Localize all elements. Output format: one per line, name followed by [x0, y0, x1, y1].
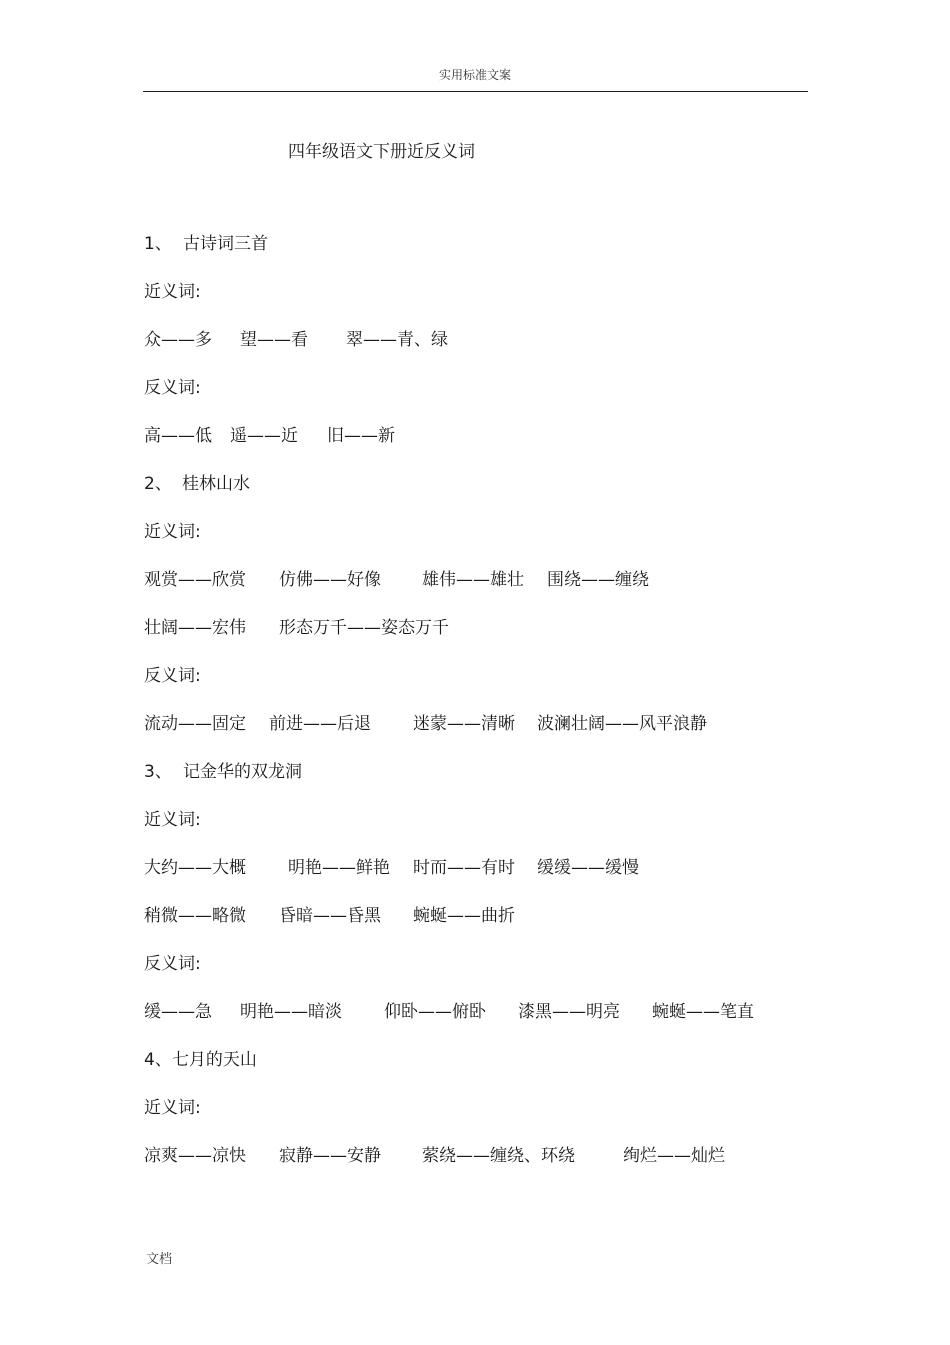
word-pair: 大约——大概: [144, 858, 246, 878]
word-pair: 翠——青、绿: [346, 330, 448, 350]
word-pair: 仿佛——好像: [279, 570, 381, 590]
label-text: 反义词:: [144, 954, 201, 974]
word-pair: 观赏——欣赏: [144, 570, 246, 590]
word-pair: 凉爽——凉快: [144, 1146, 246, 1166]
word-pair: 形态万千——姿态万千: [279, 618, 449, 638]
label-text: 近义词:: [144, 282, 201, 302]
section-title: 桂林山水: [182, 474, 250, 494]
section-title: 记金华的双龙洞: [183, 762, 302, 782]
label-text: 近义词:: [144, 810, 201, 830]
label-text: 反义词:: [144, 666, 201, 686]
word-pair: 围绕——缠绕: [547, 570, 649, 590]
word-pair: 波澜壮阔——风平浪静: [537, 714, 707, 734]
word-pair: 众——多: [144, 330, 212, 350]
word-pair: 前进——后退: [269, 714, 371, 734]
word-pair: 望——看: [240, 330, 308, 350]
word-pair: 迷蒙——清晰: [413, 714, 515, 734]
word-pair: 明艳——鲜艳: [288, 858, 390, 878]
word-pair: 稍微——略微: [144, 906, 246, 926]
word-pair: 遥——近: [230, 426, 298, 446]
page-header: 实用标准文案: [438, 68, 511, 82]
label-text: 近义词:: [144, 522, 201, 542]
section-title: 古诗词三首: [183, 234, 268, 254]
label-text: 近义词:: [144, 1098, 201, 1118]
word-pair: 明艳——暗淡: [240, 1002, 342, 1022]
word-pair: 高——低: [144, 426, 212, 446]
word-pair: 漆黑——明亮: [518, 1002, 620, 1022]
section-number: 3、: [144, 762, 172, 782]
section-number: 1、: [144, 234, 172, 254]
word-pair: 流动——固定: [144, 714, 246, 734]
section-number: 2、: [144, 474, 172, 494]
word-pair: 萦绕——缠绕、环绕: [422, 1146, 575, 1166]
word-pair: 缓——急: [144, 1002, 212, 1022]
document-title: 四年级语文下册近反义词: [288, 142, 475, 162]
word-pair: 时而——有时: [413, 858, 515, 878]
header-rule: [143, 91, 808, 92]
word-pair: 绚烂——灿烂: [623, 1146, 725, 1166]
label-text: 反义词:: [144, 378, 201, 398]
section-title: 4、七月的天山: [144, 1050, 257, 1070]
word-pair: 雄伟——雄壮: [422, 570, 524, 590]
word-pair: 蜿蜒——笔直: [652, 1002, 754, 1022]
word-pair: 蜿蜒——曲折: [413, 906, 515, 926]
word-pair: 昏暗——昏黑: [279, 906, 381, 926]
word-pair: 缓缓——缓慢: [537, 858, 639, 878]
page-footer: 文档: [146, 1252, 173, 1267]
word-pair: 旧——新: [327, 426, 395, 446]
word-pair: 仰卧——俯卧: [384, 1002, 486, 1022]
word-pair: 壮阔——宏伟: [144, 618, 246, 638]
word-pair: 寂静——安静: [279, 1146, 381, 1166]
